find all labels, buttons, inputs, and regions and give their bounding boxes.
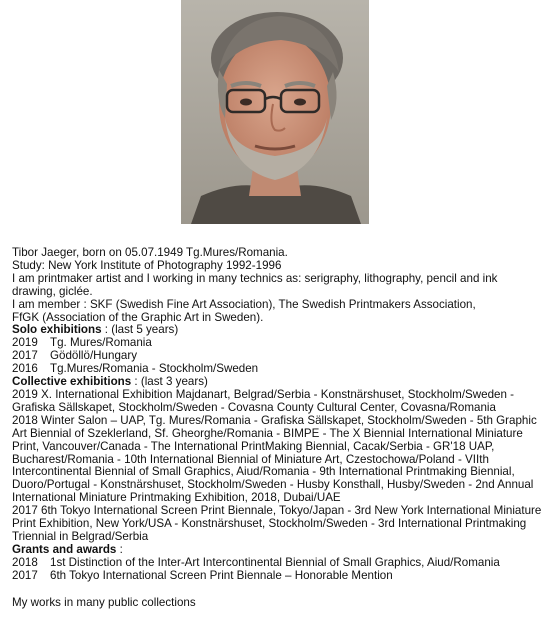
solo-place: Tg. Mures/Romania [50, 336, 152, 350]
collective-exhibitions-note: : (last 3 years) [131, 375, 208, 389]
award-year: 2018 [12, 555, 38, 569]
membership-line-2: FfGK (Association of the Graphic Art in Sweden). [12, 310, 264, 324]
collective-exhibitions-title: Collective exhibitions [12, 375, 132, 389]
technics-line: I am printmaker artist and I working in many technics as: serigraphy, lithography, pencil and ink drawing, giclée. [12, 271, 498, 298]
award-text: 6th Tokyo International Screen Print Biennale – Honorable Mention [50, 568, 393, 582]
solo-year: 2019 [12, 336, 38, 350]
award-year: 2017 [12, 568, 38, 582]
award-item [12, 570, 542, 583]
collective-exhibitions-2018: 2018 Winter Salon – UAP, Tg. Mures/Romania - Grafiska Sällskapet, Stockholm/Sweden - 5th Graphic Art Biennial of Szeklerland, Sf. Gheorghe/Romania - BIMPE - The X Biennial International Miniature Print, Vancouver/Canada - The International PrintMaking Biennial, Cacak/Serbia - GR'18 UAP, Bucharest/Romania - 10th International Biennial of Miniature Art, Czestochowa/Poland - VIIth Intercontinental Biennial of Small Graphics, Aiud/Romania - 9th International Printmaking Biennial, Duoro/Portugal - Konstnärshuset, Stockholm/Sweden - Husby Konsthall, Husby/Sweden - 2nd Annual International Miniature Printmaking Exhibition, 2018, Dubai/UAE [12, 413, 537, 505]
membership-line-1: I am member : SKF (Swedish Fine Art Association), The Swedish Printmakers Association, [12, 297, 476, 311]
award-text: 1st Distinction of the Inter-Art Intercontinental Biennial of Small Graphics, Aiud/Romania [50, 555, 500, 569]
solo-exhibitions-note: : (last 5 years) [101, 323, 179, 337]
solo-year: 2016 [12, 362, 38, 376]
public-collections-note: My works in many public collections [12, 595, 196, 609]
grants-awards-title: Grants and awards [12, 542, 117, 556]
solo-year: 2017 [12, 349, 38, 363]
name-line: Tibor Jaeger, born on 05.07.1949 Tg.Mures/Romania. [12, 246, 288, 259]
collective-exhibitions-2019: 2019 X. International Exhibition Majdanart, Belgrad/Serbia - Konstnärshuset, Stockholm/Sweden - Grafiska Sällskapet, Stockholm/Sweden - Covasna County Cultural Center, Covasna/Romania [12, 387, 515, 414]
collective-exhibitions-2017: 2017 6th Tokyo International Screen Print Biennale, Tokyo/Japan - 3rd New York International Miniature Print Exhibition, New York/USA - Konstnärshuset, Stockholm/Sweden - 3rd International Printmaking Triennial in Belgrad/Serbia [12, 504, 542, 543]
solo-place: Gödöllö/Hungary [50, 349, 138, 363]
study-line: Study: New York Institute of Photography 1992-1996 [12, 258, 282, 272]
artist-portrait-photo [181, 0, 369, 224]
solo-place: Tg.Mures/Romania - Stockholm/Sweden [50, 362, 259, 376]
grants-awards-note: : [116, 542, 123, 556]
portrait-illustration [181, 0, 369, 224]
biography-text [12, 247, 542, 609]
solo-exhibitions-title: Solo exhibitions [12, 323, 102, 337]
